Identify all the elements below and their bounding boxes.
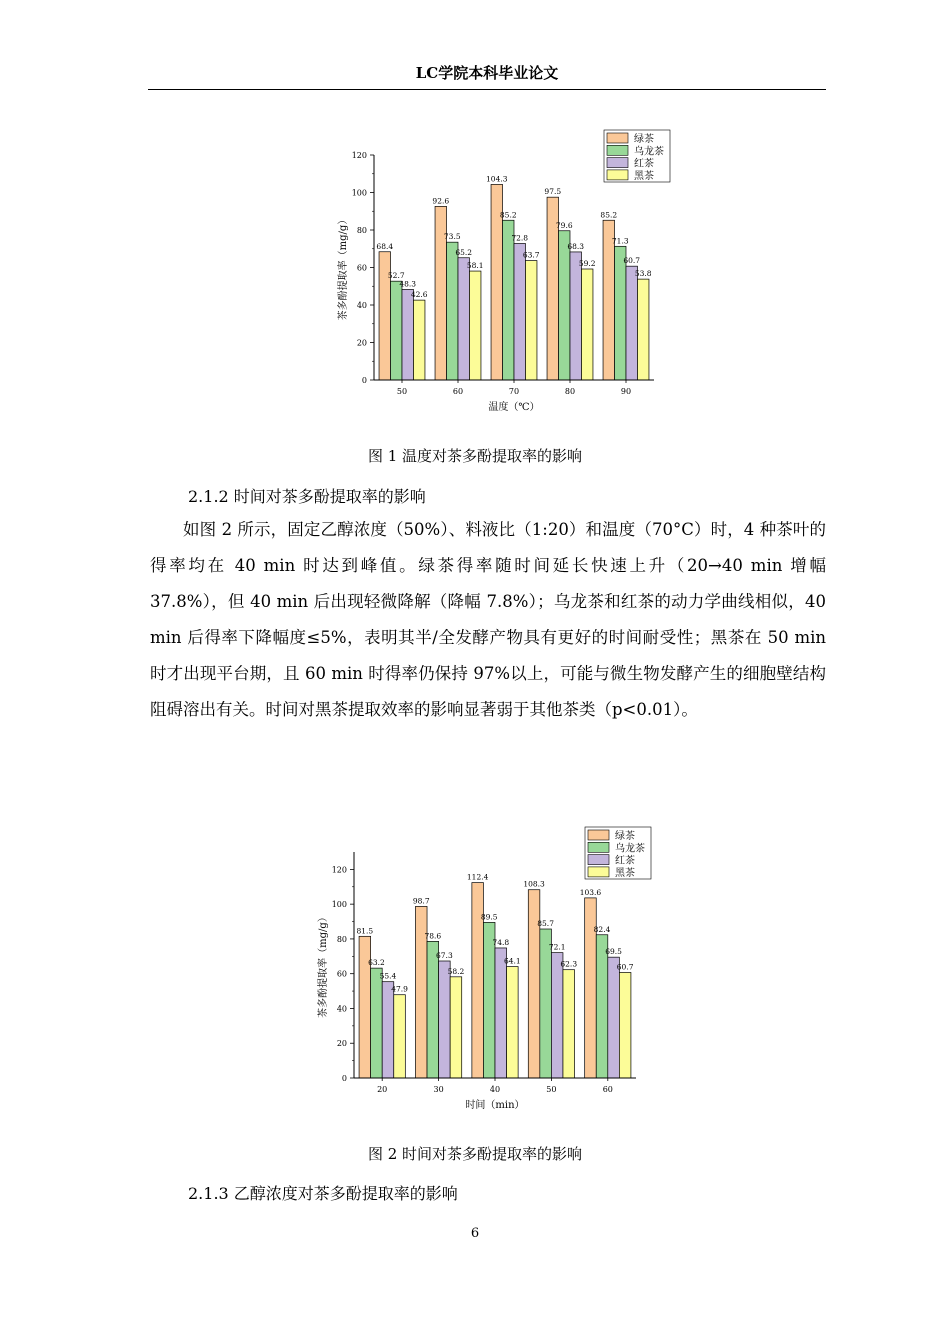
x-tick-label: 50 [396,387,408,396]
bar-value-label: 48.3 [399,279,417,289]
bar-value-label: 98.7 [412,896,430,906]
bar [402,289,413,380]
y-tick-label: 100 [331,900,347,910]
legend-label: 红茶 [634,158,654,170]
legend-swatch [607,170,628,180]
bar-value-label: 58.2 [447,966,465,976]
bar-value-label: 92.6 [432,196,450,206]
y-tick-label: 120 [331,865,347,875]
bar-value-label: 97.5 [544,187,562,197]
y-tick-label: 100 [351,188,367,198]
bar-value-label: 72.1 [548,942,566,952]
bar [447,242,458,380]
bar [608,957,620,1078]
bar-value-label: 85.2 [600,210,618,220]
y-tick-label: 60 [336,969,347,979]
x-axis-label: 时间（min） [465,1100,525,1111]
y-tick-label: 80 [356,226,367,235]
bar-value-label: 89.5 [480,912,498,922]
bar-value-label: 60.7 [623,256,641,266]
bar-value-label: 58.1 [466,261,484,271]
figure-2-caption: 图 2 时间对茶多酚提取率的影响 [367,1145,583,1163]
bar-value-label: 60.7 [616,962,634,972]
figure-2-chart [300,822,690,1122]
bar [525,261,536,380]
x-tick-label: 50 [546,1085,557,1094]
x-tick-label: 60 [602,1085,613,1094]
bar [514,244,525,381]
bar [413,300,424,380]
bar-value-label: 71.3 [611,236,629,246]
x-tick-label: 40 [489,1085,501,1094]
bar-value-label: 64.1 [503,956,521,966]
bar-value-label: 104.3 [486,174,508,184]
section-2-1-3-heading: 2.1.3 乙醇浓度对茶多酚提取率的影响 [188,1184,458,1203]
bar-value-label: 65.2 [455,247,473,257]
y-tick-label: 20 [356,338,367,348]
bar [551,953,563,1078]
bar [427,941,439,1078]
legend-swatch [588,867,609,877]
y-axis-label: 茶多酚提取率（mg/g） [338,214,349,321]
bar-value-label: 81.5 [356,926,374,936]
section-2-1-2-paragraph: 如图 2 所示，固定乙醇浓度（50%）、料液比（1:20）和温度（70°C）时，4 种茶叶的得率均在 40 min 时达到峰值。绿茶得率随时间延长快速上升（20→40 min 增幅 37.8%），但 40 min 后出现轻微降解（降幅 7.8%）；乌龙茶和红茶的动力学曲线相似，40 min 后得率下降幅度≤5%，表明其半/全发酵产物具有更好的时间耐受性；黑茶在 50 min 时才出现平台期，且 60 min 时得率仍保持 97%以上，可能与微生物发酵产生的细胞壁结构阻碍溶出有关。时间对黑茶提取效率的影响显著弱于其他茶类（p<0.01）。 [150,520,826,719]
x-tick-label: 70 [508,387,520,396]
bar [450,977,462,1078]
bar [469,271,480,380]
bar [637,279,648,380]
legend-label: 乌龙茶 [634,146,664,158]
x-tick-label: 90 [620,387,632,396]
legend-swatch [588,842,609,852]
page-header-title: LC学院本科毕业论文 [415,64,559,82]
bar-value-label: 78.6 [424,931,442,941]
bar [615,246,626,380]
bar-value-label: 85.7 [537,919,554,929]
x-axis-label: 温度（℃） [488,402,540,413]
bar [391,281,402,380]
y-tick-label: 40 [356,301,367,310]
y-tick-label: 40 [336,1004,347,1014]
bar-value-label: 67.3 [436,951,453,961]
header-rule [148,89,826,90]
y-tick-label: 60 [356,263,367,273]
bar [596,935,608,1078]
bar-value-label: 85.2 [499,210,517,220]
bar [528,890,540,1078]
bar-value-label: 72.8 [511,233,529,243]
legend-label: 绿茶 [634,134,654,145]
figure-1-svg [300,120,690,420]
bar [559,231,570,380]
bar-value-label: 74.8 [492,937,510,947]
bar [382,982,394,1078]
figure-1-caption: 图 1 温度对茶多酚提取率的影响 [367,447,583,465]
bar [507,967,519,1078]
figure-2-svg [300,822,690,1122]
bar-value-label: 52.7 [387,271,405,281]
bar [570,252,581,380]
bar-value-label: 68.3 [567,241,585,251]
bar [458,258,469,380]
bar-value-label: 69.5 [605,947,622,957]
y-axis-label: 茶多酚提取率（mg/g） [318,912,329,1018]
bar-value-label: 103.6 [579,887,602,897]
legend-label: 乌龙茶 [615,843,645,855]
bar [495,948,507,1078]
legend-swatch [588,855,609,865]
legend-swatch [607,158,628,168]
bar-value-label: 108.3 [523,879,545,889]
bar-value-label: 47.9 [391,984,408,994]
legend-label: 绿茶 [615,831,635,842]
bar [563,970,575,1078]
legend-label: 黑茶 [615,867,635,879]
legend-swatch [607,145,628,155]
bar [626,266,637,380]
section-2-1-2-heading: 2.1.2 时间对茶多酚提取率的影响 [188,487,426,506]
y-tick-label: 80 [336,934,347,944]
bar-value-label: 79.6 [555,220,573,230]
bar [503,220,514,380]
bar-value-label: 63.7 [522,250,540,260]
bar-value-label: 62.3 [560,959,578,969]
legend-label: 红茶 [615,855,635,867]
legend-swatch [588,830,609,840]
bar-value-label: 73.5 [443,232,461,242]
bar-value-label: 53.8 [634,269,652,279]
bar [581,269,592,380]
bar-value-label: 82.4 [593,924,611,934]
y-tick-label: 0 [341,1074,347,1083]
y-tick-label: 20 [336,1039,347,1049]
bar [394,995,406,1078]
bar-value-label: 59.2 [578,259,596,268]
y-tick-label: 120 [351,151,367,160]
bar-value-label: 63.2 [368,958,385,968]
x-tick-label: 80 [564,387,576,396]
legend-label: 黑茶 [634,170,654,182]
bar [371,968,383,1078]
bar [439,961,451,1078]
bar-value-label: 112.4 [466,872,489,882]
y-tick-label: 0 [361,376,367,385]
x-tick-label: 60 [452,387,464,396]
bar-value-label: 42.6 [410,290,428,300]
x-tick-label: 20 [377,1085,388,1094]
bar-value-label: 55.4 [379,971,397,981]
figure-1-chart [300,120,690,420]
page-number: 6 [470,1226,480,1241]
x-tick-label: 30 [433,1085,444,1094]
legend-swatch [607,133,628,143]
bar [619,972,631,1078]
bar-value-label: 68.4 [376,241,394,251]
